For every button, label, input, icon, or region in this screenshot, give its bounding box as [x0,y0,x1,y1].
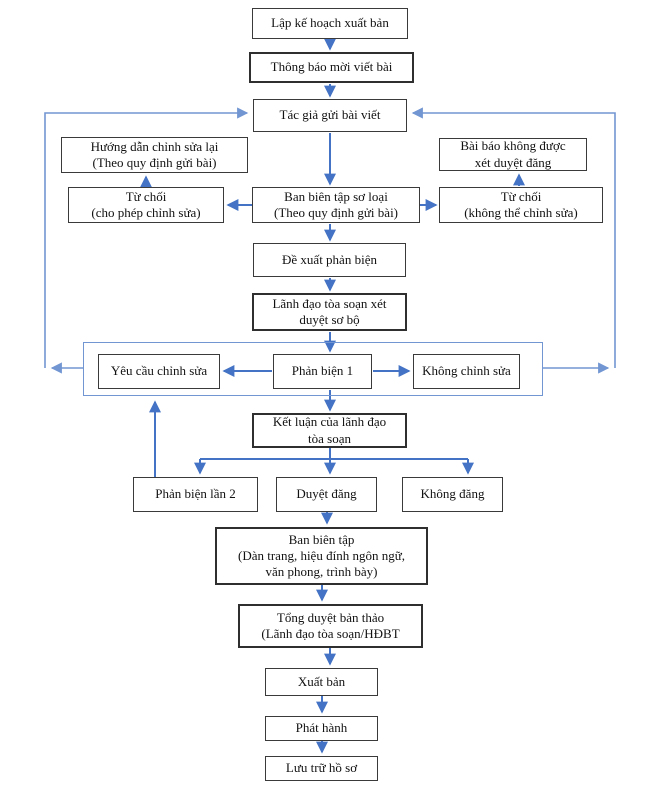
flow-node-label: Bài báo không được [460,138,566,154]
flow-node-label: (Theo quy định gửi bài) [273,205,399,220]
flow-node-huong-dan-chinh-sua [61,137,248,173]
flow-node-label: tòa soạn [308,430,351,446]
flow-node-label: Yêu cầu chỉnh sửa [110,363,208,379]
flow-node-tong-duyet [238,604,423,648]
flow-node-de-xuat-phan-bien [253,243,406,277]
flow-node-ban-bien-tap [215,527,428,585]
flow-node-label: Từ chối [125,188,167,204]
flow-node-label: Phản biện 1 [291,363,354,379]
flow-node-ket-luan [252,413,407,448]
flow-node-lanh-dao-xet-duyet [252,293,407,331]
flow-node-label: Lập kế hoạch xuất bản [271,15,389,31]
flow-node-label: Xuất bản [297,673,346,689]
flow-node-label: Ban biên tập [288,531,355,547]
flow-node-label: Không đăng [420,486,485,502]
flow-node-ban-bien-tap-so-loai [252,187,420,223]
flow-node-label: Lãnh đạo tòa soạn xét [272,295,387,311]
flow-node-thong-bao [249,52,414,83]
flow-node-lap-ke-hoach [252,8,408,39]
flow-node-label: (không thể chỉnh sửa) [464,205,578,220]
flow-node-bai-bao-khong-duoc [439,138,587,171]
flow-node-duyet-dang [276,477,377,512]
flow-node-khong-dang [402,477,503,512]
flow-node-tac-gia-gui-bai [253,99,407,132]
flow-node-label: (cho phép chỉnh sửa) [91,205,201,220]
flow-node-tu-choi-cho-phep [68,187,224,223]
flow-node-yeu-cau-chinh-sua [98,354,220,389]
flow-node-label: Thông báo mời viết bài [270,59,393,75]
flow-node-phan-bien-1 [273,354,372,389]
flow-node-label: Ban biên tập sơ loại [284,188,388,204]
flow-node-label: Tổng duyệt bản thảo [276,609,385,625]
flow-node-label: (Theo quy định gửi bài) [92,155,217,170]
flow-node-label: Phát hành [295,720,348,736]
flow-node-label: xét duyệt đăng [474,154,552,170]
flow-node-tu-choi-khong-the [439,187,603,223]
flow-node-label: Lưu trữ hồ sơ [285,760,358,776]
flow-node-phat-hanh [265,716,378,741]
flow-node-label: Đề xuất phản biện [282,251,377,267]
flow-node-label: Phản biện lần 2 [155,486,236,502]
flow-node-xuat-ban [265,668,378,696]
flow-node-label: Hướng dẫn chỉnh sửa lại [90,138,219,154]
flow-node-label: Duyệt đăng [296,486,357,502]
flow-node-phan-bien-lan-2 [133,477,258,512]
flow-node-label: (Lãnh đạo tòa soạn/HĐBT [261,626,400,641]
flow-node-label: (Dàn trang, hiệu đính ngôn ngữ, [238,547,405,563]
flow-node-label: Không chỉnh sửa [422,363,511,379]
flow-node-label: duyệt sơ bộ [299,312,360,327]
flow-node-label: Kết luận của lãnh đạo [272,414,387,430]
flow-node-khong-chinh-sua [413,354,520,389]
flow-node-label: Tác giả gửi bài viết [279,107,381,123]
flow-node-label: Từ chối [500,188,542,204]
flow-node-luu-tru-ho-so [265,756,378,781]
flow-node-label: văn phong, trình bày) [265,564,378,580]
